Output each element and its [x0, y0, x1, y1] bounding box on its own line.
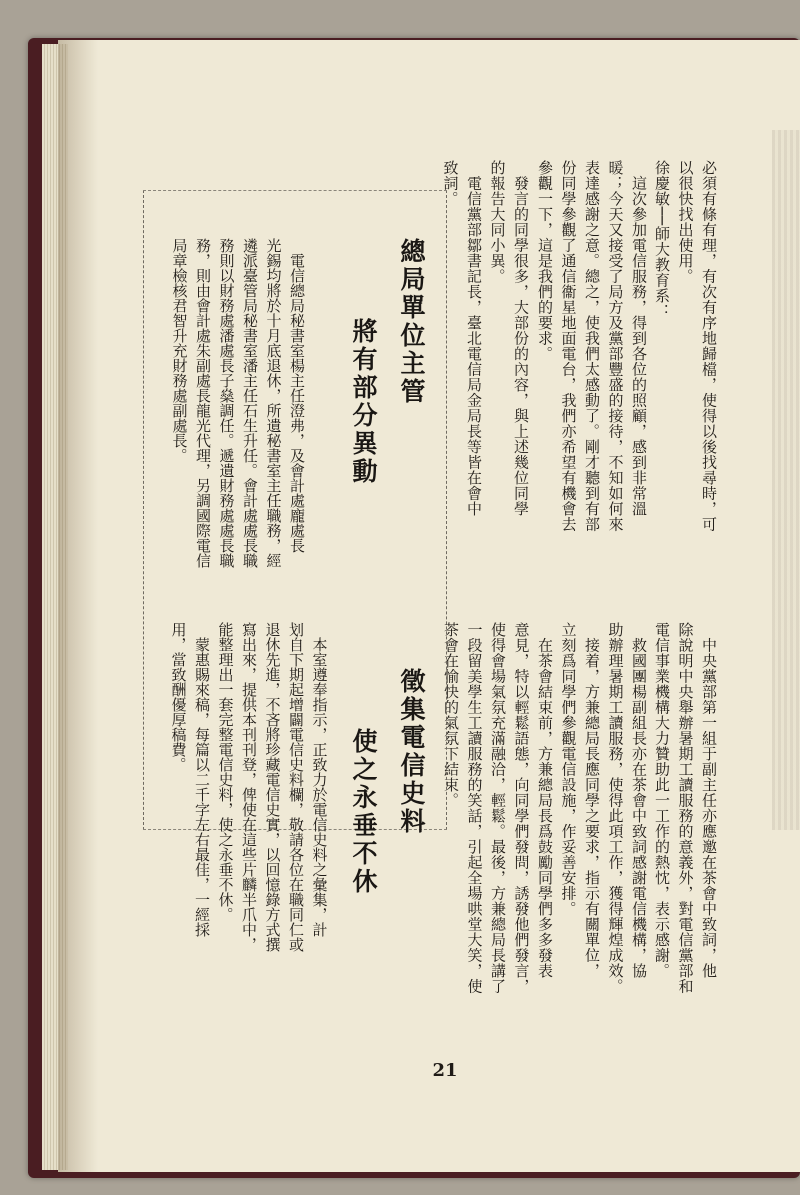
article-paragraph-thanks: 這次參加電信服務，得到各位的照顧，感到非常溫 暖；今天又接受了局方及黨部豐盛的接待，不知如何來 表達感謝之意。總之，使我們太感動了。剛才聽到有部 份同學參觀了通信衞星地面電台，我們亦希望有機會去 參觀一下，這是我們的要求。 — [536, 160, 648, 532]
page-gutter-shadow — [58, 40, 98, 1172]
speaker-line: 徐慶敏──師大教育系： — [653, 160, 671, 319]
article-paragraph-closing: 在茶會結束前，方兼總局長爲鼓勵同學們多多發表 意見，特以輕鬆語態，向同學們發問，誘發他們發言， 使得會場氣氛充滿融洽，輕鬆。最後，方兼總局長講了 一段留美學生工讀服務的笑話，引起全場哄堂大笑，使 茶會在愉快的氣氛下結束。 — [442, 622, 554, 994]
article-paragraph-filing: 必須有條有理，有次有序地歸檔，使得以後找尋時，可 以很快找出使用。 — [676, 160, 718, 532]
notice-personnel-body: 電信總局秘書室楊主任澄弗，及會計處龐處長 光錫均將於十月底退休，所遺秘書室主任職務，經 遴派臺管局秘書室潘主任石生升任。會計處處長職 務則以財務處潘處長子燊調任。遞遺財務處處長職 務，則由會計處朱副處長龍光代理，另調國際電信 局章檢核君智升充財務處副處長。 — [170, 238, 306, 568]
article-paragraph-youth-corps: 救國團楊副組長亦在茶會中致詞感謝電信機構，協 助辦理暑期工讀服務，使得此項工作，獲得輝煌成效。 — [606, 622, 648, 994]
facing-page-edge — [772, 130, 800, 830]
notice-history-body: 本室遵奉指示，正致力於電信史料之彙集，計 划自下期起增闢電信史料欄，敬請各位在職同仁或 退休先進，不吝將珍藏電信史實，以回憶錄方式撰 寫出來，提供本刊刊登，俾使在這些片麟半爪中， 能整理出一套完整電信史料，使之永垂不休。 蒙惠賜來稿，每篇以二千字左右最佳，一經採 用，當致酬優厚稿費。 — [169, 622, 329, 952]
article-paragraph-officials: 電信黨部鄒書記長，臺北電信局金局長等皆在會中 致詞。 — [441, 160, 483, 517]
notice-history-heading-2: 使之永垂不休 — [349, 728, 378, 896]
notice-personnel-heading-2: 將有部分異動 — [349, 318, 378, 486]
notice-personnel-heading-1: 總局單位主管 — [397, 238, 426, 406]
article-paragraph-speeches: 發言的同學很多，大部份的內容，與上述幾位同學 的報告大同小異。 — [488, 160, 530, 517]
article-paragraph-party-remarks: 中央黨部第一組于副主任亦應邀在茶會中致詞，他 除說明中央舉辦暑期工讀服務的意義外，對電信黨部和 電信事業機構大力贊助此一工作的熱忱，表示感謝。 — [653, 622, 718, 994]
article-paragraph-visit-arrangement: 接着，方兼總局長應同學之要求，指示有關單位， 立刻爲同學們參觀電信設施，作妥善安排。 — [559, 622, 601, 979]
page-number: 21 — [432, 1060, 458, 1081]
notice-history-heading-1: 徵集電信史料 — [397, 668, 426, 836]
